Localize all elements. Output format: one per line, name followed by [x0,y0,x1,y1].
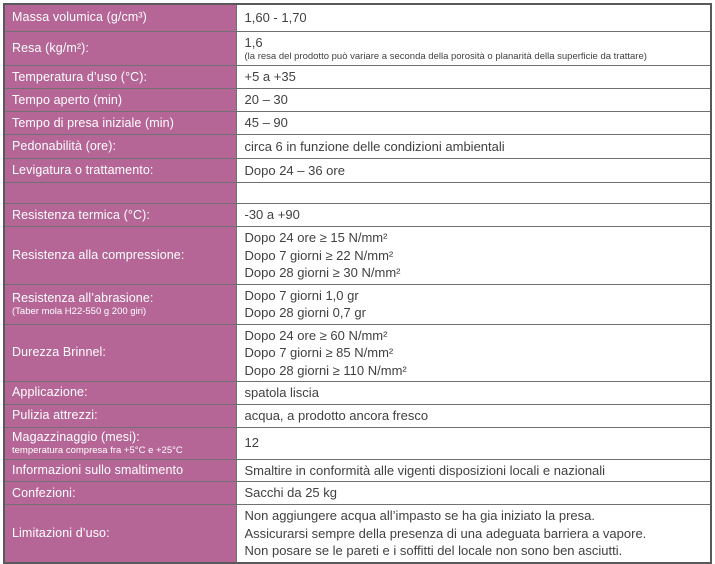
row-value-text: Sacchi da 25 kg [244,485,338,501]
row-value-text: Dopo 24 ore ≥ 60 N/mm² [244,327,388,343]
row-value [236,183,711,204]
row-value [236,505,711,563]
row-label-subtext: (Taber mola H22-550 g 200 giri) [12,306,147,317]
row-value-text: 1,6 [244,34,263,50]
table-row-confezioni [4,482,711,505]
table-row-temperatura-uso [4,66,711,89]
row-value [236,459,711,482]
row-value [236,135,711,159]
table-row-pedonabilita [4,135,711,159]
row-value-text: Dopo 28 giorni 0,7 gr [244,305,366,320]
row-value-text: acqua, a prodotto ancora fresco [244,407,429,423]
row-value [236,482,711,505]
row-value-text: 45 – 90 [244,115,288,131]
row-label-text: Limitazioni d’uso: [12,525,110,540]
row-value-text: Assicurarsi sempre della presenza di una adeguata barriera a vapore. [244,525,647,541]
row-label [4,482,236,505]
row-label [4,4,236,31]
table-row-tempo-presa [4,112,711,135]
row-label [4,284,236,324]
technical-data-table [3,3,712,564]
row-label [4,31,236,66]
row-value-text: Dopo 7 giorni ≥ 85 N/mm² [244,345,394,360]
table-row-empty [4,183,711,204]
row-label [4,183,236,204]
row-label-subtext: temperatura compresa fra +5°C e +25°C [12,445,183,456]
row-label [4,505,236,563]
row-value [236,4,711,31]
row-label-text: Levigatura o trattamento: [12,163,154,177]
row-value [236,89,711,112]
row-value [236,31,711,66]
table-row-applicazione [4,382,711,405]
row-value-text: Dopo 24 – 36 ore [244,162,345,178]
table-row-resa [4,31,711,66]
row-value-text: Dopo 24 ore ≥ 15 N/mm² [244,230,388,245]
row-label-text: Applicazione: [12,385,88,400]
table-row-massa-volumica [4,4,711,31]
row-label-text: Tempo di presa iniziale (min) [12,115,174,130]
row-label-text: Temperatura d’uso (°C): [12,69,148,84]
row-value-text: spatola liscia [244,385,319,400]
row-label [4,324,236,382]
row-label [4,427,236,459]
table-row-resistenza-abrasione [4,284,711,324]
row-label-text: Pulizia attrezzi: [12,408,98,422]
row-label [4,112,236,135]
row-label-text: Resa (kg/m²): [12,40,90,55]
row-value [236,227,711,285]
row-value [236,159,711,183]
row-value [236,204,711,227]
row-value [236,382,711,405]
row-value [236,112,711,135]
row-value-text: Dopo 7 giorni ≥ 22 N/mm² [244,247,394,263]
row-label [4,204,236,227]
table-row-durezza-brinnel [4,324,711,382]
row-label-text: Durezza Brinnel: [12,345,107,360]
row-label-text: Magazzinaggio (mesi): [12,430,140,444]
table-row-magazzinaggio [4,427,711,459]
row-value-text: Dopo 7 giorni 1,0 gr [244,287,359,303]
row-label-text: Resistenza termica (°C): [12,207,150,222]
row-label [4,89,236,112]
row-value-text: -30 a +90 [244,207,300,223]
row-value-text: Non aggiungere acqua all’impasto se ha gia iniziato la presa. [244,508,595,523]
row-value-text: Dopo 28 giorni ≥ 30 N/mm² [244,265,401,280]
row-label [4,227,236,285]
row-value-text: +5 a +35 [244,69,296,85]
row-value-note: (la resa del prodotto può variare a seconda della porosità o planarità della superficie da trattare) [244,51,647,62]
table-row-pulizia-attrezzi [4,404,711,427]
row-value-text: Dopo 28 giorni ≥ 110 N/mm² [244,362,407,378]
row-value-text: Non posare se le pareti e i soffitti del locale non sono ben asciutti. [244,543,623,558]
row-label-text: Massa volumica (g/cm³) [12,10,147,25]
table-row-resistenza-termica [4,204,711,227]
row-value [236,284,711,324]
row-value [236,404,711,427]
row-value [236,427,711,459]
table-row-smaltimento [4,459,711,482]
row-value [236,324,711,382]
row-label [4,404,236,427]
table-row-levigatura [4,159,711,183]
row-label-text: Confezioni: [12,485,76,500]
row-value-text: circa 6 in funzione delle condizioni ambientali [244,138,505,154]
row-label [4,382,236,405]
row-label-text: Pedonabilità (ore): [12,139,117,153]
row-label-text: Resistenza all’abrasione: [12,291,154,305]
table-row-limitazioni-uso [4,505,711,563]
row-label [4,135,236,159]
row-value-text: Smaltire in conformità alle vigenti disposizioni locali e nazionali [244,462,606,478]
row-label [4,459,236,482]
table-row-resistenza-compressione [4,227,711,285]
row-label-text: Informazioni sullo smaltimento [12,462,184,477]
row-value [236,66,711,89]
row-label [4,159,236,183]
row-label-text: Resistenza alla compressione: [12,247,185,262]
row-label [4,66,236,89]
row-value-text: 20 – 30 [244,92,288,108]
row-value-text: 12 [244,435,259,451]
row-label-text: Tempo aperto (min) [12,92,123,107]
table-row-tempo-aperto [4,89,711,112]
row-value-text: 1,60 - 1,70 [244,10,307,25]
